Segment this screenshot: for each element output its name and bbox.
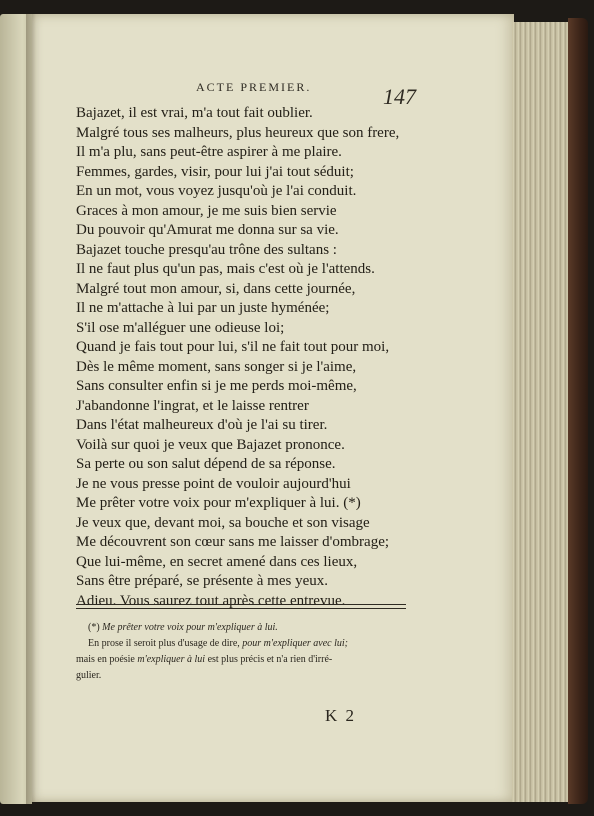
- footnote-line: gulier.: [76, 670, 102, 681]
- footnote-text: est plus précis et n'a rien d'irré-: [207, 654, 333, 665]
- footnote-rule: [76, 604, 406, 605]
- verse-line: Je ne vous presse point de vouloir aujourd'hui: [76, 475, 351, 492]
- page-edges: [512, 22, 572, 802]
- book-gutter: [26, 14, 36, 804]
- footnote-italic: pour m'expliquer avec lui;: [242, 638, 348, 649]
- verse-line: Dans l'état malheureux d'où je l'ai su tirer.: [76, 417, 328, 433]
- verse-line: Malgré tous ses malheurs, plus heureux que son frere,: [76, 124, 400, 141]
- verse-line: Quand je fais tout pour lui, s'il ne fait tout pour moi,: [76, 339, 390, 355]
- verse-line: J'abandonne l'ingrat, et le laisse rentrer: [76, 397, 309, 414]
- verse-line: Sans être préparé, se présente à mes yeux.: [76, 573, 328, 589]
- verse-line: Sans consulter enfin si je me perds moi-même,: [76, 378, 357, 394]
- verse-line: Bajazet, il est vrai, m'a tout fait oublier.: [76, 105, 313, 121]
- verse-line: Il ne m'attache à lui par un juste hyménée;: [76, 300, 330, 316]
- verse-line: Du pouvoir qu'Amurat me donna sur sa vie.: [76, 222, 339, 238]
- footnote-heading: [76, 620, 412, 636]
- footnote-marker: (*): [88, 622, 100, 633]
- verse-line: Sa perte ou son salut dépend de sa réponse.: [76, 456, 336, 472]
- verse-line: S'il ose m'alléguer une odieuse loi;: [76, 319, 285, 336]
- page-number: 147: [383, 84, 416, 109]
- footnote-italic: m'expliquer à lui: [137, 654, 206, 665]
- verse-line: Dès le même moment, sans songer si je l'aime,: [76, 358, 357, 375]
- footnote-rule-thin: [76, 608, 406, 609]
- verse-line: Graces à mon amour, je me suis bien servie: [76, 202, 337, 219]
- verse-line: Me découvrent son cœur sans me laisser d'ombrage;: [76, 534, 390, 550]
- verse-line: Voilà sur quoi je veux que Bajazet prononce.: [76, 436, 345, 453]
- verse-line: Je veux que, devant moi, sa bouche et son visage: [76, 514, 370, 531]
- footnote-quote: Me prêter votre voix pour m'expliquer à lui.: [102, 622, 278, 633]
- running-header: ACTE PREMIER.: [196, 80, 312, 94]
- verse-text: [76, 104, 486, 611]
- verse-line: Malgré tout mon amour, si, dans cette journée,: [76, 280, 356, 297]
- verse-line: Il m'a plu, sans peut-être aspirer à me plaire.: [76, 144, 342, 160]
- footnote-text: mais en poésie: [76, 654, 135, 665]
- verse-line: Bajazet touche presqu'au trône des sultans :: [76, 241, 337, 258]
- signature-mark: K 2: [325, 706, 357, 725]
- footnote-line: [76, 652, 412, 668]
- footnote-line: [76, 636, 412, 652]
- footnote-text: En prose il seroit plus d'usage de dire,: [88, 638, 240, 649]
- verse-line: Adieu. Vous saurez tout après cette entrevue.: [76, 592, 346, 609]
- verse-line: Me prêter votre voix pour m'expliquer à lui. (*): [76, 495, 361, 511]
- footnote: [76, 620, 412, 684]
- verse-line: En un mot, vous voyez jusqu'où je l'ai conduit.: [76, 183, 357, 199]
- book-cover: [568, 18, 588, 804]
- verse-line: Que lui-même, en secret amené dans ces lieux,: [76, 553, 358, 570]
- verse-line: Il ne faut plus qu'un pas, mais c'est où je l'attends.: [76, 261, 375, 277]
- verse-line: Femmes, gardes, visir, pour lui j'ai tout séduit;: [76, 163, 354, 180]
